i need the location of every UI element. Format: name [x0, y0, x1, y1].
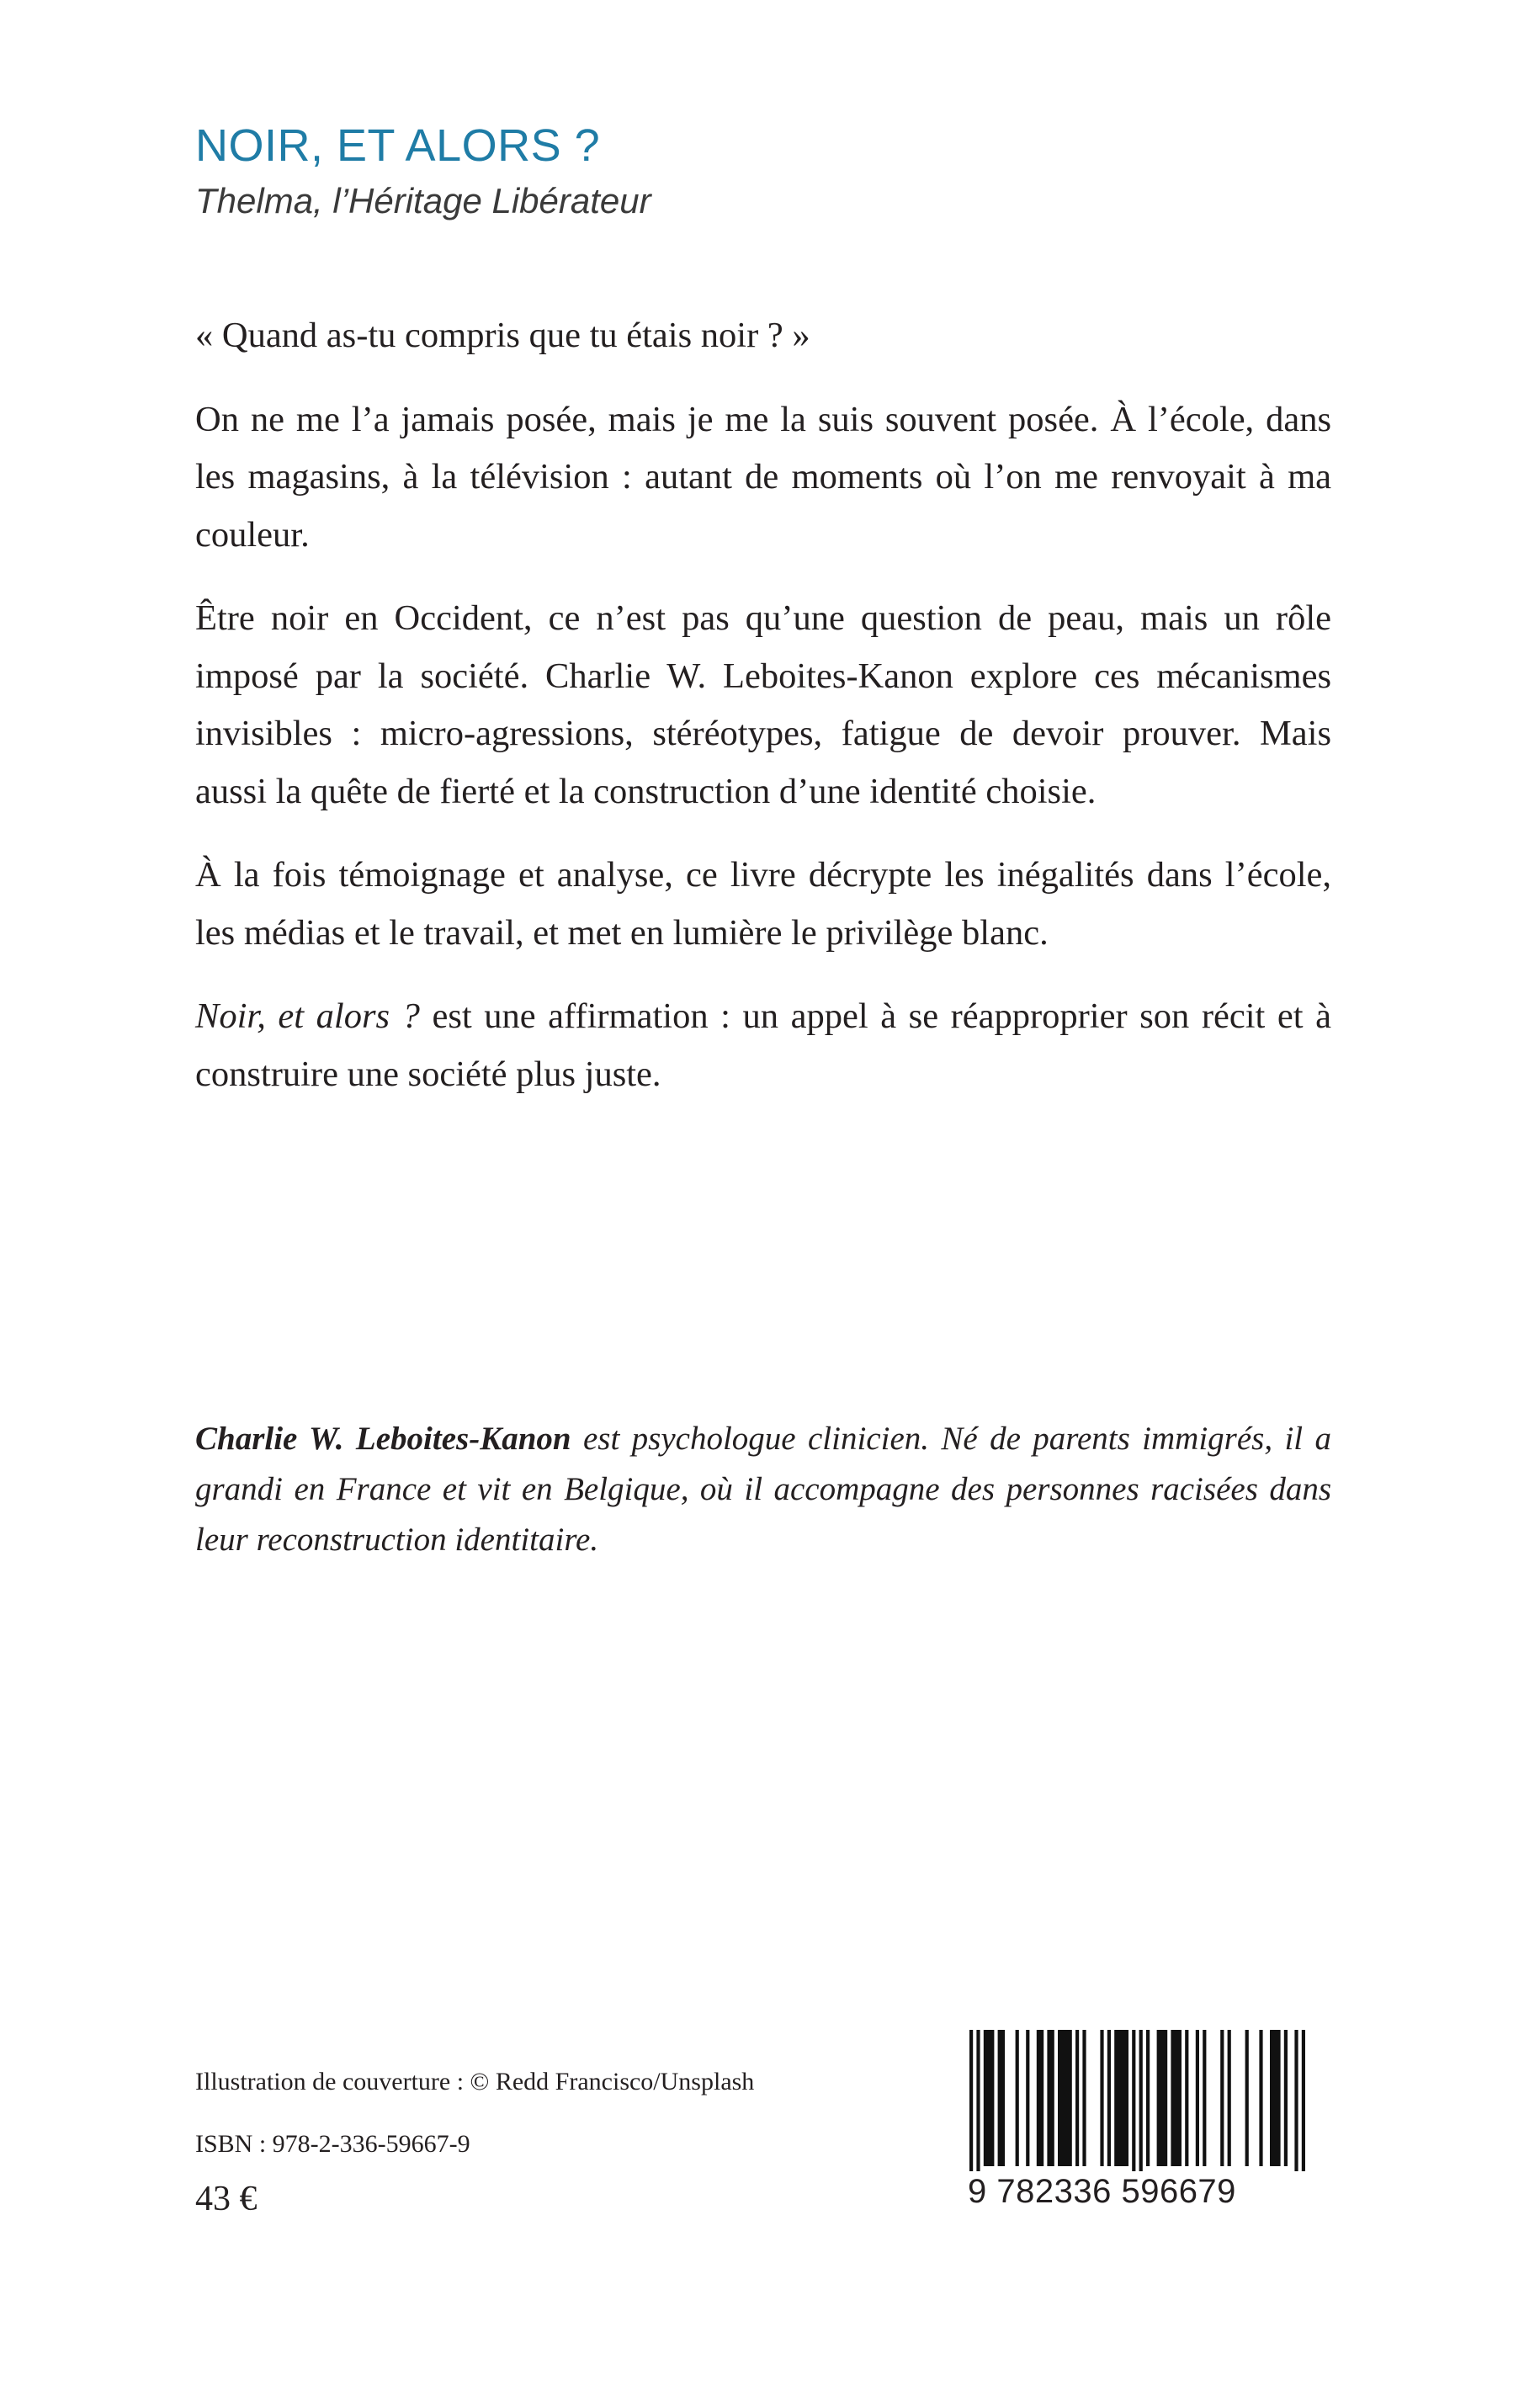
barcode-bar	[1302, 2030, 1305, 2173]
blurb-paragraph-4-text: est une affirmation : un appel à se réapproprier son récit et à construire une société plus juste.	[195, 996, 1331, 1094]
blurb-title-italic: Noir, et alors ?	[195, 996, 420, 1036]
barcode-bar	[1196, 2030, 1199, 2166]
barcode-bar	[1037, 2030, 1043, 2166]
book-title: NOIR, ET ALORS ?	[195, 120, 601, 171]
illustration-credit: Illustration de couverture : © Redd Francisco/Unsplash	[195, 2068, 755, 2096]
barcode-bar	[998, 2030, 1005, 2166]
book-subtitle: Thelma, l’Héritage Libérateur	[195, 181, 651, 220]
blurb-paragraph-4	[195, 988, 1331, 1103]
barcode-bar	[1100, 2030, 1103, 2166]
price: 43 €	[195, 2180, 258, 2218]
barcode-bar	[1016, 2030, 1019, 2166]
barcode-bar	[976, 2030, 980, 2173]
barcode-bar	[1058, 2030, 1072, 2166]
barcode-bar	[1270, 2030, 1281, 2166]
barcode-bar	[1075, 2030, 1079, 2166]
barcode-bar	[1082, 2030, 1086, 2166]
barcode-digits: 9 782336 596679	[968, 2171, 1330, 2212]
isbn: ISBN : 978-2-336-59667-9	[195, 2130, 470, 2158]
barcode-bar	[1047, 2030, 1054, 2166]
blurb-paragraph-3: À la fois témoignage et analyse, ce livre décrypte les inégalités dans l’école, les médias et le travail, et met en lumière le privilège blanc.	[195, 855, 1331, 953]
blurb-paragraph-1: On ne me l’a jamais posée, mais je me la suis souvent posée. À l’école, dans les magasins, à la télévision : autant de moments où l’on me renvoyait à ma couleur.	[195, 399, 1331, 555]
blurb-question: « Quand as-tu compris que tu étais noir ? »	[195, 316, 810, 355]
barcode-bar	[1294, 2030, 1298, 2173]
barcode-bar	[1171, 2030, 1182, 2166]
blurb-paragraph-2: Être noir en Occident, ce n’est pas qu’une question de peau, mais un rôle imposé par la société. Charlie W. Leboites-Kanon explore ces mécanismes invisibles : micro-agressions, stéréotypes, fatigue de devoir prouver. Mais aussi la quête de fierté et la construction d’une identité choisie.	[195, 598, 1331, 811]
barcode-bar	[1220, 2030, 1224, 2166]
barcode	[956, 2030, 1335, 2249]
author-bio-text: est psychologue clinicien. Né de parents immigrés, il a grandi en France et vit en Belgique, où il accompagne des personnes racisées dans leur reconstruction identitaire.	[195, 1421, 1331, 1558]
barcode-bar	[1203, 2030, 1206, 2166]
author-name: Charlie W. Leboites-Kanon	[195, 1421, 571, 1457]
barcode-bar	[1185, 2030, 1188, 2166]
barcode-bar	[1146, 2030, 1150, 2166]
barcode-bars	[956, 2030, 1335, 2173]
barcode-bar	[1284, 2030, 1288, 2166]
barcode-bar	[1026, 2030, 1029, 2166]
barcode-bar	[1228, 2030, 1231, 2166]
barcode-bar	[1107, 2030, 1111, 2166]
barcode-bar	[1245, 2030, 1249, 2166]
barcode-bar	[1139, 2030, 1143, 2173]
barcode-bar	[984, 2030, 995, 2166]
barcode-bar	[1132, 2030, 1135, 2173]
barcode-bar	[1259, 2030, 1262, 2166]
barcode-bar	[1157, 2030, 1168, 2166]
author-bio	[195, 1414, 1331, 1565]
barcode-bar	[969, 2030, 973, 2173]
barcode-bar	[1114, 2030, 1128, 2166]
blurb	[195, 307, 1331, 1129]
